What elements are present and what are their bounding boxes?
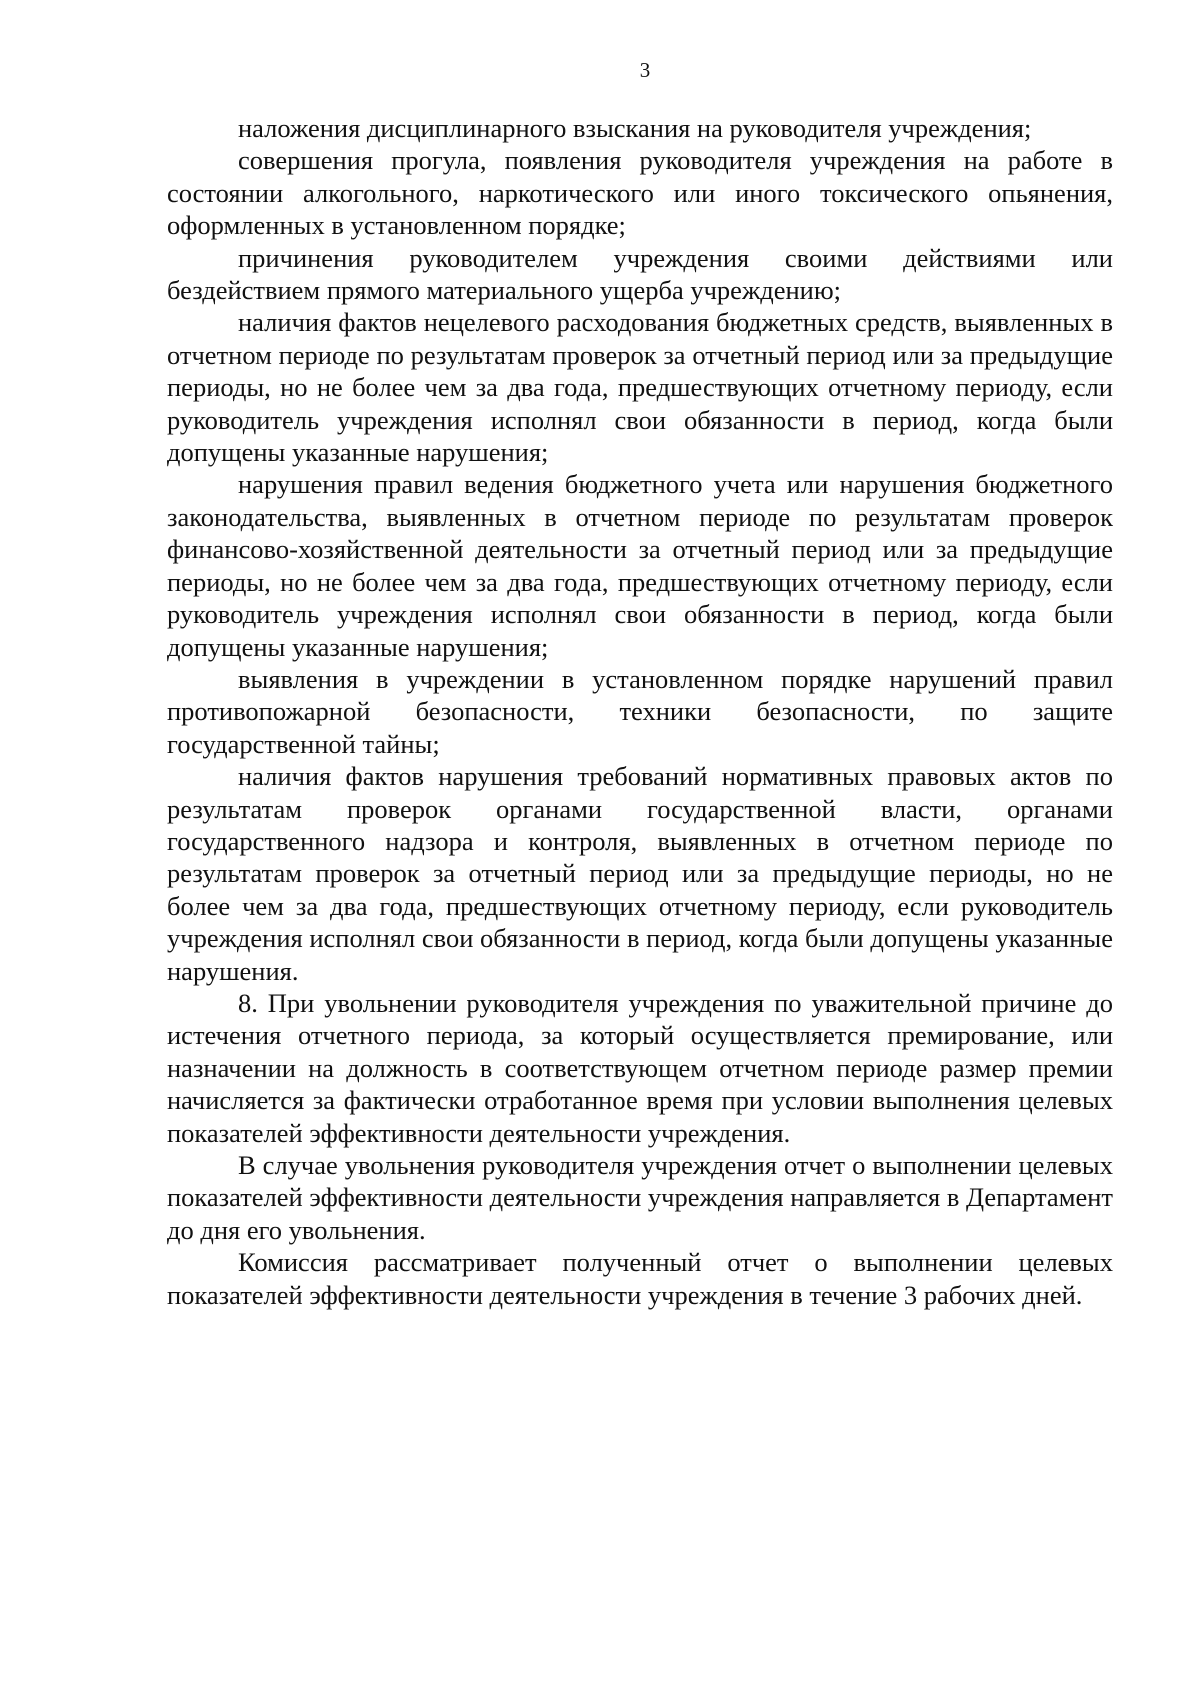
document-body	[167, 112, 1113, 1311]
paragraph-disciplinary-penalty: наложения дисциплинарного взыскания на руководителя учреждения;	[238, 113, 1032, 143]
page-number: 3	[639, 58, 651, 82]
paragraph-budget-violations: нарушения правил ведения бюджетного учета или нарушения бюджетного законодательства, выявленных в отчетном периоде по результатам проверок финансово-хозяйственной деятельности за отчетный период или за предыдущие периоды, но не более чем за два года, предшествующих отчетному периоду, если руководитель учреждения исполнял свои обязанности в период, когда были допущены указанные нарушения;	[167, 469, 1113, 662]
paragraph-misuse-of-funds: наличия фактов нецелевого расходования бюджетных средств, выявленных в отчетном периоде по результатам проверок за отчетный период или за предыдущие периоды, но не более чем за два года, предшествующих отчетному периоду, если руководитель учреждения исполнял свои обязанности в период, когда были допущены указанные нарушения;	[167, 307, 1113, 468]
paragraph-regulatory-violations: наличия фактов нарушения требований нормативных правовых актов по результатам проверок органами государственной власти, органами государственного надзора и контроля, выявленных в отчетном периоде по результатам проверок за отчетный период или за предыдущие периоды, но не более чем за два года, предшествующих отчетному периоду, если руководитель учреждения исполнял свои обязанности в период, когда были допущены указанные нарушения.	[167, 761, 1113, 986]
paragraph-absenteeism: совершения прогула, появления руководителя учреждения на работе в состоянии алкогольного, наркотического или иного токсического опьянения, оформленных в установленном порядке;	[167, 145, 1113, 241]
paragraph-clause-8-dismissal: 8. При увольнении руководителя учреждения по уважительной причине до истечения отчетного периода, за который осуществляется премирование, или назначении на должность в соответствующем отчетном периоде размер премии начисляется за фактически отработанное время при условии выполнения целевых показателей эффективности деятельности учреждения.	[167, 987, 1113, 1148]
paragraph-safety-violations: выявления в учреждении в установленном порядке нарушений правил противопожарной безопасности, техники безопасности, по защите государственной тайны;	[167, 663, 1113, 759]
paragraph-dismissal-report: В случае увольнения руководителя учреждения отчет о выполнении целевых показателей эффективности деятельности учреждения направляется в Департамент до дня его увольнения.	[167, 1150, 1113, 1245]
paragraph-material-damage: причинения руководителем учреждения своими действиями или бездействием прямого материального ущерба учреждению;	[167, 242, 1113, 306]
paragraph-commission-review: Комиссия рассматривает полученный отчет о выполнении целевых показателей эффективности деятельности учреждения в течение 3 рабочих дней.	[167, 1247, 1113, 1310]
